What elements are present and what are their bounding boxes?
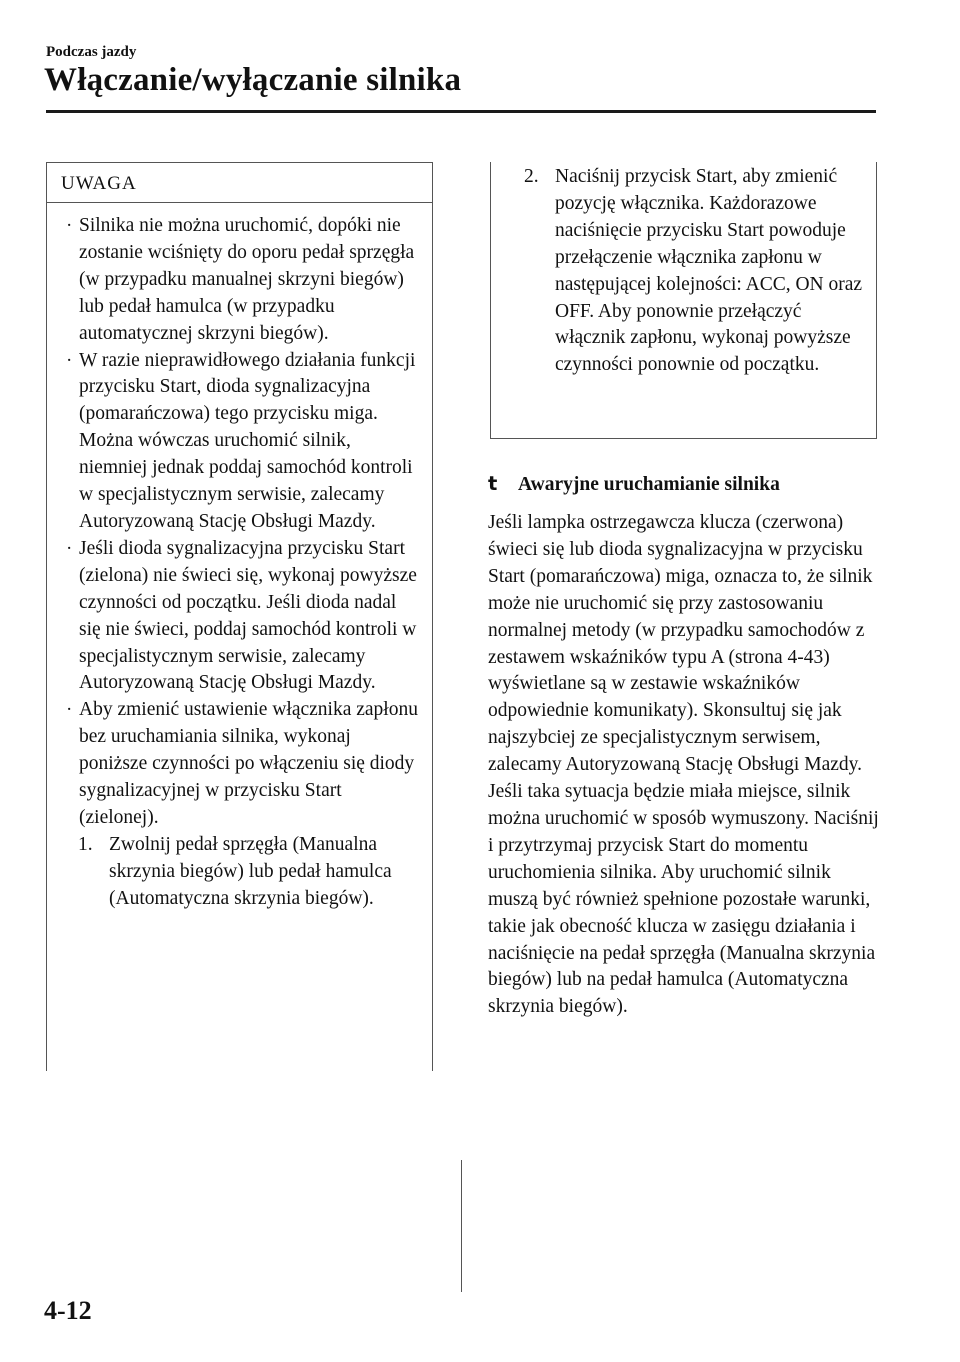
note-box-continued xyxy=(490,162,877,439)
note-heading: UWAGA xyxy=(47,163,432,203)
step-number: 2. xyxy=(524,166,539,187)
note-list xyxy=(47,203,432,832)
section-label: Podczas jazdy xyxy=(46,44,137,60)
note-item-text: W razie nieprawidłowego działania funkcji przycisku Start, dioda sygnalizacyjna (pomarańczowa) tego przycisku miga. Można wówczas uruchomić silnik, niemniej jednak poddaj samochód kontroli w specjalistycznym serwisie, zalecamy Autoryzowaną Stację Obsługi Mazdy. xyxy=(79,349,416,532)
note-item-text: Silnika nie można uruchomić, dopóki nie zostanie wciśnięty do oporu pedał sprzęgła (w przypadku manualnej skrzyni biegów) lub pedał hamulca (w przypadku automatycznej skrzyni biegów). xyxy=(79,215,415,344)
note-box xyxy=(46,162,433,1071)
bullet-icon: · xyxy=(66,349,73,371)
step-text: Naciśnij przycisk Start, aby zmienić pozycję włącznika. Każdorazowe naciśnięcie przycisku Start powoduje przełączenie włącznika zapłonu w następującej kolejności: ACC, ON oraz OFF. Aby ponownie przełączyć włącznik zapłonu, wykonaj powyższe czynności ponownie od początku. xyxy=(555,166,863,376)
step-text: Zwolnij pedał sprzęgła (Manualna skrzynia biegów) lub pedał hamulca (Automatyczna skrzynia biegów). xyxy=(109,833,392,909)
note-item xyxy=(47,348,432,536)
section-heading-text: Awaryjne uruchamianie silnika xyxy=(518,474,780,495)
bullet-icon: · xyxy=(66,537,73,559)
step-number: 1. xyxy=(78,833,93,855)
bullet-icon: · xyxy=(66,699,73,721)
step-1 xyxy=(47,832,432,913)
body-paragraph: Jeśli lampka ostrzegawcza klucza (czerwona) świeci się lub dioda sygnalizacyjna w przycisku Start (pomarańczowa) miga, oznacza to, że silnik może nie uruchomić się przy zastosowaniu normalnej metody (w przypadku samochodów z zestawem wskaźników typu A (strona 4-43) wyświetlane są w zestawie wskaźników odpowiednie komunikaty). Skonsultuj się jak najszybciej ze specjalistycznym serwisem, zalecamy Autoryzowaną Stację Obsługi Mazdy. Jeśli taka sytuacja będzie miała miejsce, silnik można uruchomić w sposób wymuszony. Naciśnij i przytrzymaj przycisk Start do momentu uruchomienia silnika. Aby uruchomić silnik muszą być również spełnione pozostałe warunki, takie jak obecność klucza w zasięgu działania i naciśnięcie na pedał sprzęgła (Manualna skrzynia biegów) lub na pedał hamulca (Automatyczna skrzynia biegów). xyxy=(488,512,879,1018)
page-title: Włączanie/wyłączanie silnika xyxy=(44,62,462,98)
note-item-text: Jeśli dioda sygnalizacyjna przycisku Start (zielona) nie świeci się, wykonaj powyższe czynności od początku. Jeśli dioda nadal się nie świeci, poddaj samochód kontroli w specjalistycznym serwisie, zalecamy Autoryzowaną Stację Obsługi Mazdy. xyxy=(79,537,417,694)
page-number: 4-12 xyxy=(44,1296,92,1325)
note-item xyxy=(47,697,432,832)
heading-marker-icon: t xyxy=(488,472,498,495)
title-divider xyxy=(46,110,876,113)
note-item-text: Aby zmienić ustawienie włącznika zapłonu bez uruchamiania silnika, wykonaj poniższe czynności po włączeniu się diody sygnalizacyjnej w przycisku Start (zielonej). xyxy=(79,699,418,828)
section-heading xyxy=(488,472,780,496)
note-item xyxy=(47,536,432,697)
bullet-icon: · xyxy=(66,215,73,236)
step-2 xyxy=(491,162,876,379)
column-divider xyxy=(461,1160,462,1292)
note-item xyxy=(47,213,432,348)
